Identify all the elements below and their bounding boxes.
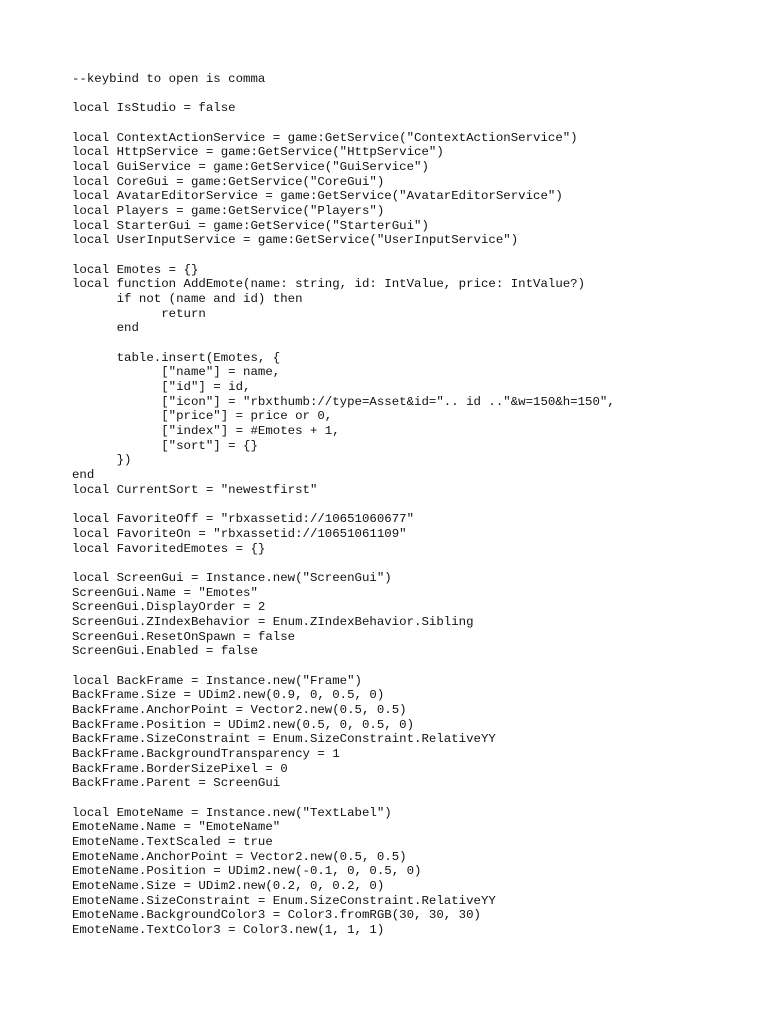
- code-line: local function AddEmote(name: string, id: IntValue, price: IntValue?): [72, 277, 586, 292]
- code-line: EmoteName.BackgroundColor3 = Color3.fromRGB(30, 30, 30): [72, 908, 481, 923]
- code-line: ScreenGui.Enabled = false: [72, 644, 258, 659]
- code-line: BackFrame.BackgroundTransparency = 1: [72, 746, 340, 761]
- code-line: EmoteName.Name = "EmoteName": [72, 820, 281, 835]
- code-line: }): [72, 453, 132, 468]
- code-line: if not (name and id) then: [72, 292, 303, 307]
- code-line: EmoteName.Size = UDim2.new(0.2, 0, 0.2, 0): [72, 878, 385, 893]
- code-line: local UserInputService = game:GetService("UserInputService"): [72, 233, 519, 248]
- code-line: BackFrame.BorderSizePixel = 0: [72, 761, 288, 776]
- code-line: local GuiService = game:GetService("GuiService"): [72, 160, 429, 175]
- code-line: [72, 116, 752, 131]
- code-line: [72, 248, 752, 263]
- code-line: EmoteName.TextScaled = true: [72, 834, 273, 849]
- code-line: EmoteName.Position = UDim2.new(-0.1, 0, 0.5, 0): [72, 864, 422, 879]
- code-line: end: [72, 321, 139, 336]
- code-line: BackFrame.SizeConstraint = Enum.SizeConstraint.RelativeYY: [72, 732, 496, 747]
- code-line: local Players = game:GetService("Players"): [72, 204, 385, 219]
- code-line: ScreenGui.ZIndexBehavior = Enum.ZIndexBehavior.Sibling: [72, 614, 474, 629]
- code-line: ScreenGui.DisplayOrder = 2: [72, 600, 266, 615]
- code-line: local BackFrame = Instance.new("Frame"): [72, 673, 362, 688]
- code-block: [72, 72, 752, 938]
- code-line: return: [72, 306, 206, 321]
- code-line: ["price"] = price or 0,: [72, 409, 333, 424]
- code-line: EmoteName.SizeConstraint = Enum.SizeConstraint.RelativeYY: [72, 893, 496, 908]
- code-line: local FavoritedEmotes = {}: [72, 541, 266, 556]
- code-line: --keybind to open is comma: [72, 72, 266, 86]
- code-line: local StarterGui = game:GetService("StarterGui"): [72, 218, 429, 233]
- code-line: local IsStudio = false: [72, 101, 236, 116]
- code-line: end: [72, 468, 95, 483]
- code-line: local CoreGui = game:GetService("CoreGui"): [72, 174, 385, 189]
- code-line: [72, 556, 752, 571]
- code-line: local CurrentSort = "newestfirst": [72, 482, 318, 497]
- code-line: table.insert(Emotes, {: [72, 350, 281, 365]
- code-line: local HttpService = game:GetService("HttpService"): [72, 145, 444, 160]
- code-line: ["icon"] = "rbxthumb://type=Asset&id=".. id .."&w=150&h=150",: [72, 394, 615, 409]
- code-line: local AvatarEditorService = game:GetService("AvatarEditorService"): [72, 189, 563, 204]
- code-line: BackFrame.Size = UDim2.new(0.9, 0, 0.5, 0): [72, 688, 385, 703]
- code-line: BackFrame.Parent = ScreenGui: [72, 776, 281, 791]
- code-line: local FavoriteOn = "rbxassetid://10651061109": [72, 526, 407, 541]
- code-line: [72, 497, 752, 512]
- code-line: BackFrame.AnchorPoint = Vector2.new(0.5, 0.5): [72, 702, 407, 717]
- code-line: local Emotes = {}: [72, 262, 199, 277]
- code-line: [72, 87, 752, 102]
- code-line: [72, 336, 752, 351]
- code-line: local ScreenGui = Instance.new("ScreenGui"): [72, 570, 392, 585]
- code-line: ["index"] = #Emotes + 1,: [72, 424, 340, 439]
- code-line: ScreenGui.ResetOnSpawn = false: [72, 629, 296, 644]
- code-line: local FavoriteOff = "rbxassetid://10651060677": [72, 512, 415, 527]
- code-line: EmoteName.TextColor3 = Color3.new(1, 1, 1): [72, 922, 385, 937]
- code-line: ["name"] = name,: [72, 365, 281, 380]
- code-line: ["id"] = id,: [72, 380, 251, 395]
- code-line: BackFrame.Position = UDim2.new(0.5, 0, 0.5, 0): [72, 717, 415, 732]
- code-line: [72, 791, 752, 806]
- code-line: local ContextActionService = game:GetService("ContextActionService"): [72, 130, 578, 145]
- code-line: local EmoteName = Instance.new("TextLabel"): [72, 805, 392, 820]
- code-line: ScreenGui.Name = "Emotes": [72, 585, 258, 600]
- code-line: EmoteName.AnchorPoint = Vector2.new(0.5, 0.5): [72, 849, 407, 864]
- code-line: ["sort"] = {}: [72, 438, 258, 453]
- code-line: [72, 659, 752, 674]
